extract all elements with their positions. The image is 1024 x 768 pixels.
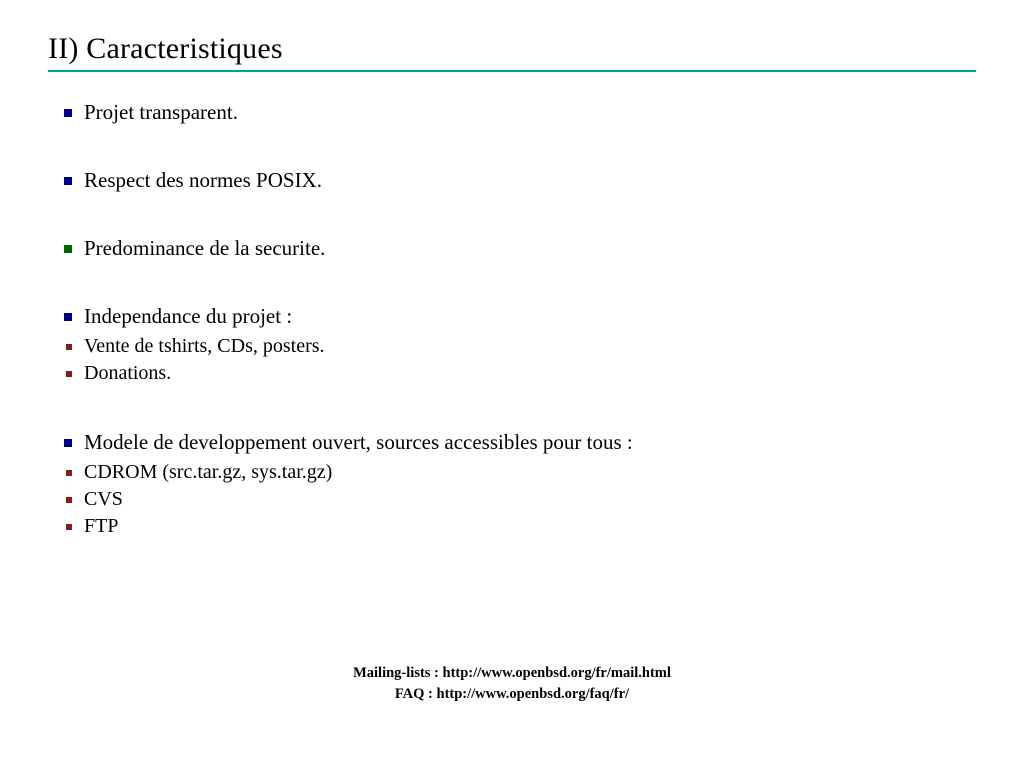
page-title: II) Caracteristiques <box>48 32 283 65</box>
title-divider <box>48 70 976 72</box>
bullet-level2-label: CVS <box>84 488 123 510</box>
bullet-level1 <box>62 168 962 193</box>
square-bullet-icon <box>64 177 72 185</box>
list-item <box>62 168 962 193</box>
list-item <box>62 236 962 261</box>
small-square-bullet-icon <box>66 524 72 530</box>
bullet-level1-label: Predominance de la securite. <box>84 236 326 260</box>
slide-footer <box>0 663 1024 705</box>
bullet-level2 <box>62 513 962 540</box>
bullet-level2 <box>62 459 962 486</box>
bullet-level1-label: Modele de developpement ouvert, sources accessibles pour tous : <box>84 430 633 454</box>
bullet-level1 <box>62 304 962 329</box>
list-item <box>62 100 962 125</box>
bullet-level1 <box>62 430 962 455</box>
bullet-level2-label: CDROM (src.tar.gz, sys.tar.gz) <box>84 461 333 483</box>
square-bullet-icon <box>64 439 72 447</box>
bullet-level2 <box>62 360 962 387</box>
bullet-level1 <box>62 236 962 261</box>
bullet-level1-label: Projet transparent. <box>84 100 238 124</box>
list-item <box>62 304 962 387</box>
small-square-bullet-icon <box>66 344 72 350</box>
bullet-level2-label: FTP <box>84 515 119 537</box>
footer-mailing-lists: Mailing-lists : http://www.openbsd.org/fr/mail.html <box>353 665 671 681</box>
small-square-bullet-icon <box>66 497 72 503</box>
sub-list <box>62 333 962 387</box>
bullet-level2-label: Vente de tshirts, CDs, posters. <box>84 335 325 357</box>
small-square-bullet-icon <box>66 371 72 377</box>
square-bullet-icon <box>64 109 72 117</box>
bullet-level1 <box>62 100 962 125</box>
bullet-level2 <box>62 333 962 360</box>
square-bullet-icon <box>64 313 72 321</box>
list-item <box>62 430 962 540</box>
small-square-bullet-icon <box>66 470 72 476</box>
bullet-level1-label: Independance du projet : <box>84 304 293 328</box>
sub-list <box>62 459 962 540</box>
bullet-list <box>62 100 962 540</box>
bullet-level2 <box>62 486 962 513</box>
square-bullet-icon <box>64 245 72 253</box>
bullet-level2-label: Donations. <box>84 362 172 384</box>
footer-faq: FAQ : http://www.openbsd.org/faq/fr/ <box>394 686 630 702</box>
bullet-level1-label: Respect des normes POSIX. <box>84 168 322 192</box>
